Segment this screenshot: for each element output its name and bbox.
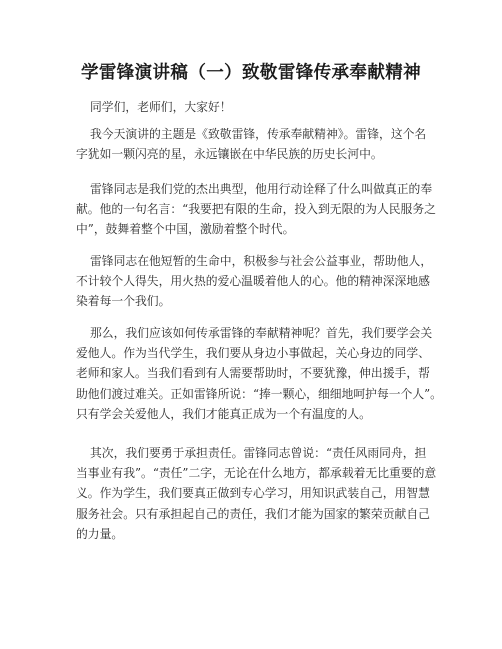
paragraph-care bbox=[76, 323, 442, 424]
text-line: 雷锋同志在他短暂的生命中，积极参与社会公益事业，帮助他人， bbox=[90, 254, 433, 268]
text-line: 老师和家人。当我们看到有人需要帮助时，不要犹豫，伸出援手，帮 bbox=[76, 366, 430, 381]
text-line: 其次，我们要勇于承担责任。雷锋同志曾说：“责任风雨同舟，担 bbox=[90, 446, 427, 460]
paragraph-model bbox=[76, 179, 436, 240]
text-line: 那么，我们应该如何传承雷锋的奉献精神呢？首先，我们要学会关 bbox=[90, 326, 433, 340]
text-line: 我今天演讲的主题是《致敬雷锋，传承奉献精神》。雷锋，这个名 bbox=[90, 127, 427, 141]
text-line: 义。作为学生，我们要真正做到专心学习，用知识武装自己，用智慧 bbox=[76, 486, 430, 501]
document-title: 学雷锋演讲稿（一）致敬雷锋传承奉献精神 bbox=[80, 63, 422, 83]
paragraph-life bbox=[76, 251, 436, 312]
text-line: 献。他的一句名言：“我要把有限的生命，投入到无限的为人民服务之 bbox=[76, 202, 436, 217]
text-line: 服务社会。只有承担起自己的责任，我们才能为国家的繁荣贡献自己 bbox=[76, 506, 430, 521]
paragraph-greeting bbox=[76, 97, 436, 117]
text-line: 中”，鼓舞着整个中国，激励着整个时代。 bbox=[76, 222, 295, 237]
paragraph-responsibility bbox=[76, 443, 436, 544]
text-line: 同学们，老师们，大家好！ bbox=[90, 100, 232, 114]
text-line: 的力量。 bbox=[76, 526, 124, 541]
text-line: 染着每一个我们。 bbox=[76, 294, 171, 309]
text-line: 爱他人。作为当代学生，我们要从身边小事做起，关心身边的同学、 bbox=[76, 346, 430, 361]
text-line: 只有学会关爱他人，我们才能真正成为一个有温度的人。 bbox=[76, 406, 371, 421]
paragraph-topic bbox=[76, 124, 436, 164]
text-line: 雷锋同志是我们党的杰出典型，他用行动诠释了什么叫做真正的奉 bbox=[90, 182, 433, 196]
text-line: 字犹如一颗闪亮的星，永远镶嵌在中华民族的历史长河中。 bbox=[76, 147, 383, 162]
text-line: 不计较个人得失，用火热的爱心温暖着他人的心。他的精神深深地感 bbox=[76, 274, 430, 289]
text-line: 当事业有我”。“责任”二字，无论在什么地方，都承载着无比重要的意 bbox=[76, 466, 437, 481]
text-line: 助他们渡过难关。正如雷锋所说：“捧一颗心，细细地呵护每一个人”。 bbox=[76, 386, 442, 401]
